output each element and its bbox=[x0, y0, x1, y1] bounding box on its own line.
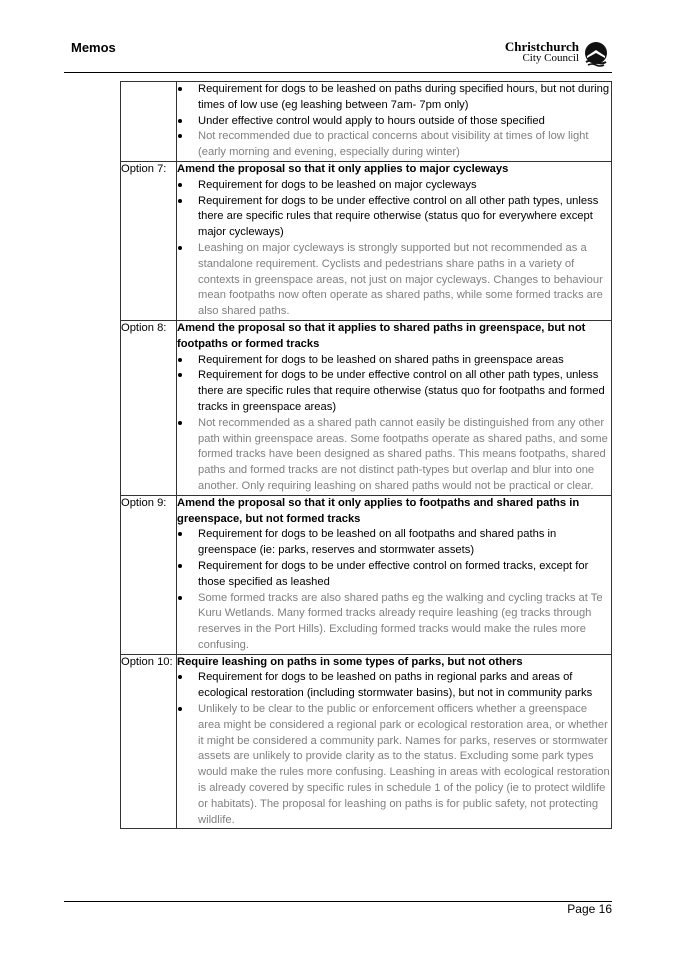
list-item: Under effective control would apply to hours outside of those specified bbox=[177, 114, 611, 130]
option-content-cell bbox=[177, 161, 612, 320]
list-item: Requirement for dogs to be leashed on shared paths in greenspace areas bbox=[177, 353, 611, 369]
list-item: Requirement for dogs to be leashed on major cycleways bbox=[177, 178, 611, 194]
logo-line-2: City Council bbox=[522, 52, 579, 64]
council-logo bbox=[497, 40, 609, 68]
recommendation-note: Some formed tracks are also shared paths eg the walking and cycling tracks at Te Kuru Wetlands. Many formed tracks already require leashing (eg tracks through reserves in the Port Hills). Excluding formed tracks would make the rules more confusing. bbox=[177, 591, 611, 654]
option-label-cell bbox=[121, 82, 177, 162]
page-number: Page 16 bbox=[567, 902, 612, 916]
table-row bbox=[121, 654, 612, 829]
option-content-cell bbox=[177, 495, 612, 654]
table-row bbox=[121, 495, 612, 654]
recommendation-note: Unlikely to be clear to the public or enforcement officers whether a greenspace area might be considered a regional park or ecological restoration area, or whether it might be considered a community park. Names for parks, reserves or stormwater assets are unlikely to provide clarity as to the status. Excluding some park types would make the rules more confusing. Leashing in areas with ecological restoration is already covered by specific rules in schedule 1 of the policy (ie to protect wildlife or habitats). The proposal for leashing on paths is for public safety, not protecting wildlife. bbox=[177, 702, 611, 828]
list-item: Requirement for dogs to be under effective control on all other path types, unless there are specific rules that require otherwise (status quo for everywhere except major cycleways) bbox=[177, 194, 611, 241]
list-item: Requirement for dogs to be leashed on all footpaths and shared paths in greenspace (ie: parks, reserves and stormwater assets) bbox=[177, 527, 611, 559]
option-content-cell bbox=[177, 320, 612, 495]
logo-line-1: Christchurch bbox=[504, 39, 579, 54]
option-label: Option 8: bbox=[121, 320, 177, 495]
option-label: Option 10: bbox=[121, 654, 177, 829]
table-row bbox=[121, 161, 612, 320]
option-label: Option 7: bbox=[121, 161, 177, 320]
council-emblem-icon bbox=[583, 41, 609, 67]
option-title: Require leashing on paths in some types of parks, but not others bbox=[177, 655, 523, 668]
list-item: Requirement for dogs to be leashed on paths during specified hours, but not during times of low use (eg leashing between 7am- 7pm only) bbox=[177, 82, 611, 114]
header-divider bbox=[64, 72, 612, 73]
option-title: Amend the proposal so that it only applies to major cycleways bbox=[177, 162, 509, 175]
list-item: Requirement for dogs to be under effective control on formed tracks, except for those specified as leashed bbox=[177, 559, 611, 591]
option-content-cell bbox=[177, 654, 612, 829]
option-title: Amend the proposal so that it applies to shared paths in greenspace, but not footpaths or formed tracks bbox=[177, 321, 586, 350]
list-item: Requirement for dogs to be leashed on paths in regional parks and areas of ecological restoration (including stormwater basins), but not in community parks bbox=[177, 670, 611, 702]
recommendation-note: Leashing on major cycleways is strongly supported but not recommended as a standalone requirement. Cyclists and pedestrians share paths in a variety of contexts in greenspace areas, not just on major cycleways. Changes to behaviour mean footpaths now often operate as shared paths, while some formed tracks are also shared paths. bbox=[177, 241, 611, 320]
recommendation-note: Not recommended as a shared path cannot easily be distinguished from any other path within greenspace areas. Some footpaths operate as shared paths, and some formed tracks have been designed as shared paths. This means footpaths, shared paths and formed tracks are not distinct path-types but overlap and blur into one another. Only requiring leashing on shared paths would not be practical or clear. bbox=[177, 416, 611, 495]
table-row bbox=[121, 82, 612, 162]
option-label: Option 9: bbox=[121, 495, 177, 654]
options-table bbox=[120, 81, 612, 829]
table-row bbox=[121, 320, 612, 495]
memo-header-title: Memos bbox=[71, 40, 116, 55]
option-content-cell bbox=[177, 82, 612, 162]
option-title: Amend the proposal so that it only applies to footpaths and shared paths in greenspace, but not formed tracks bbox=[177, 496, 580, 525]
recommendation-note: Not recommended due to practical concerns about visibility at times of low light (early morning and evening, especially during winter) bbox=[177, 129, 611, 161]
footer-divider bbox=[64, 901, 612, 902]
list-item: Requirement for dogs to be under effective control on all other path types, unless there are specific rules that require otherwise (status quo for footpaths and formed tracks in greenspace areas) bbox=[177, 368, 611, 415]
